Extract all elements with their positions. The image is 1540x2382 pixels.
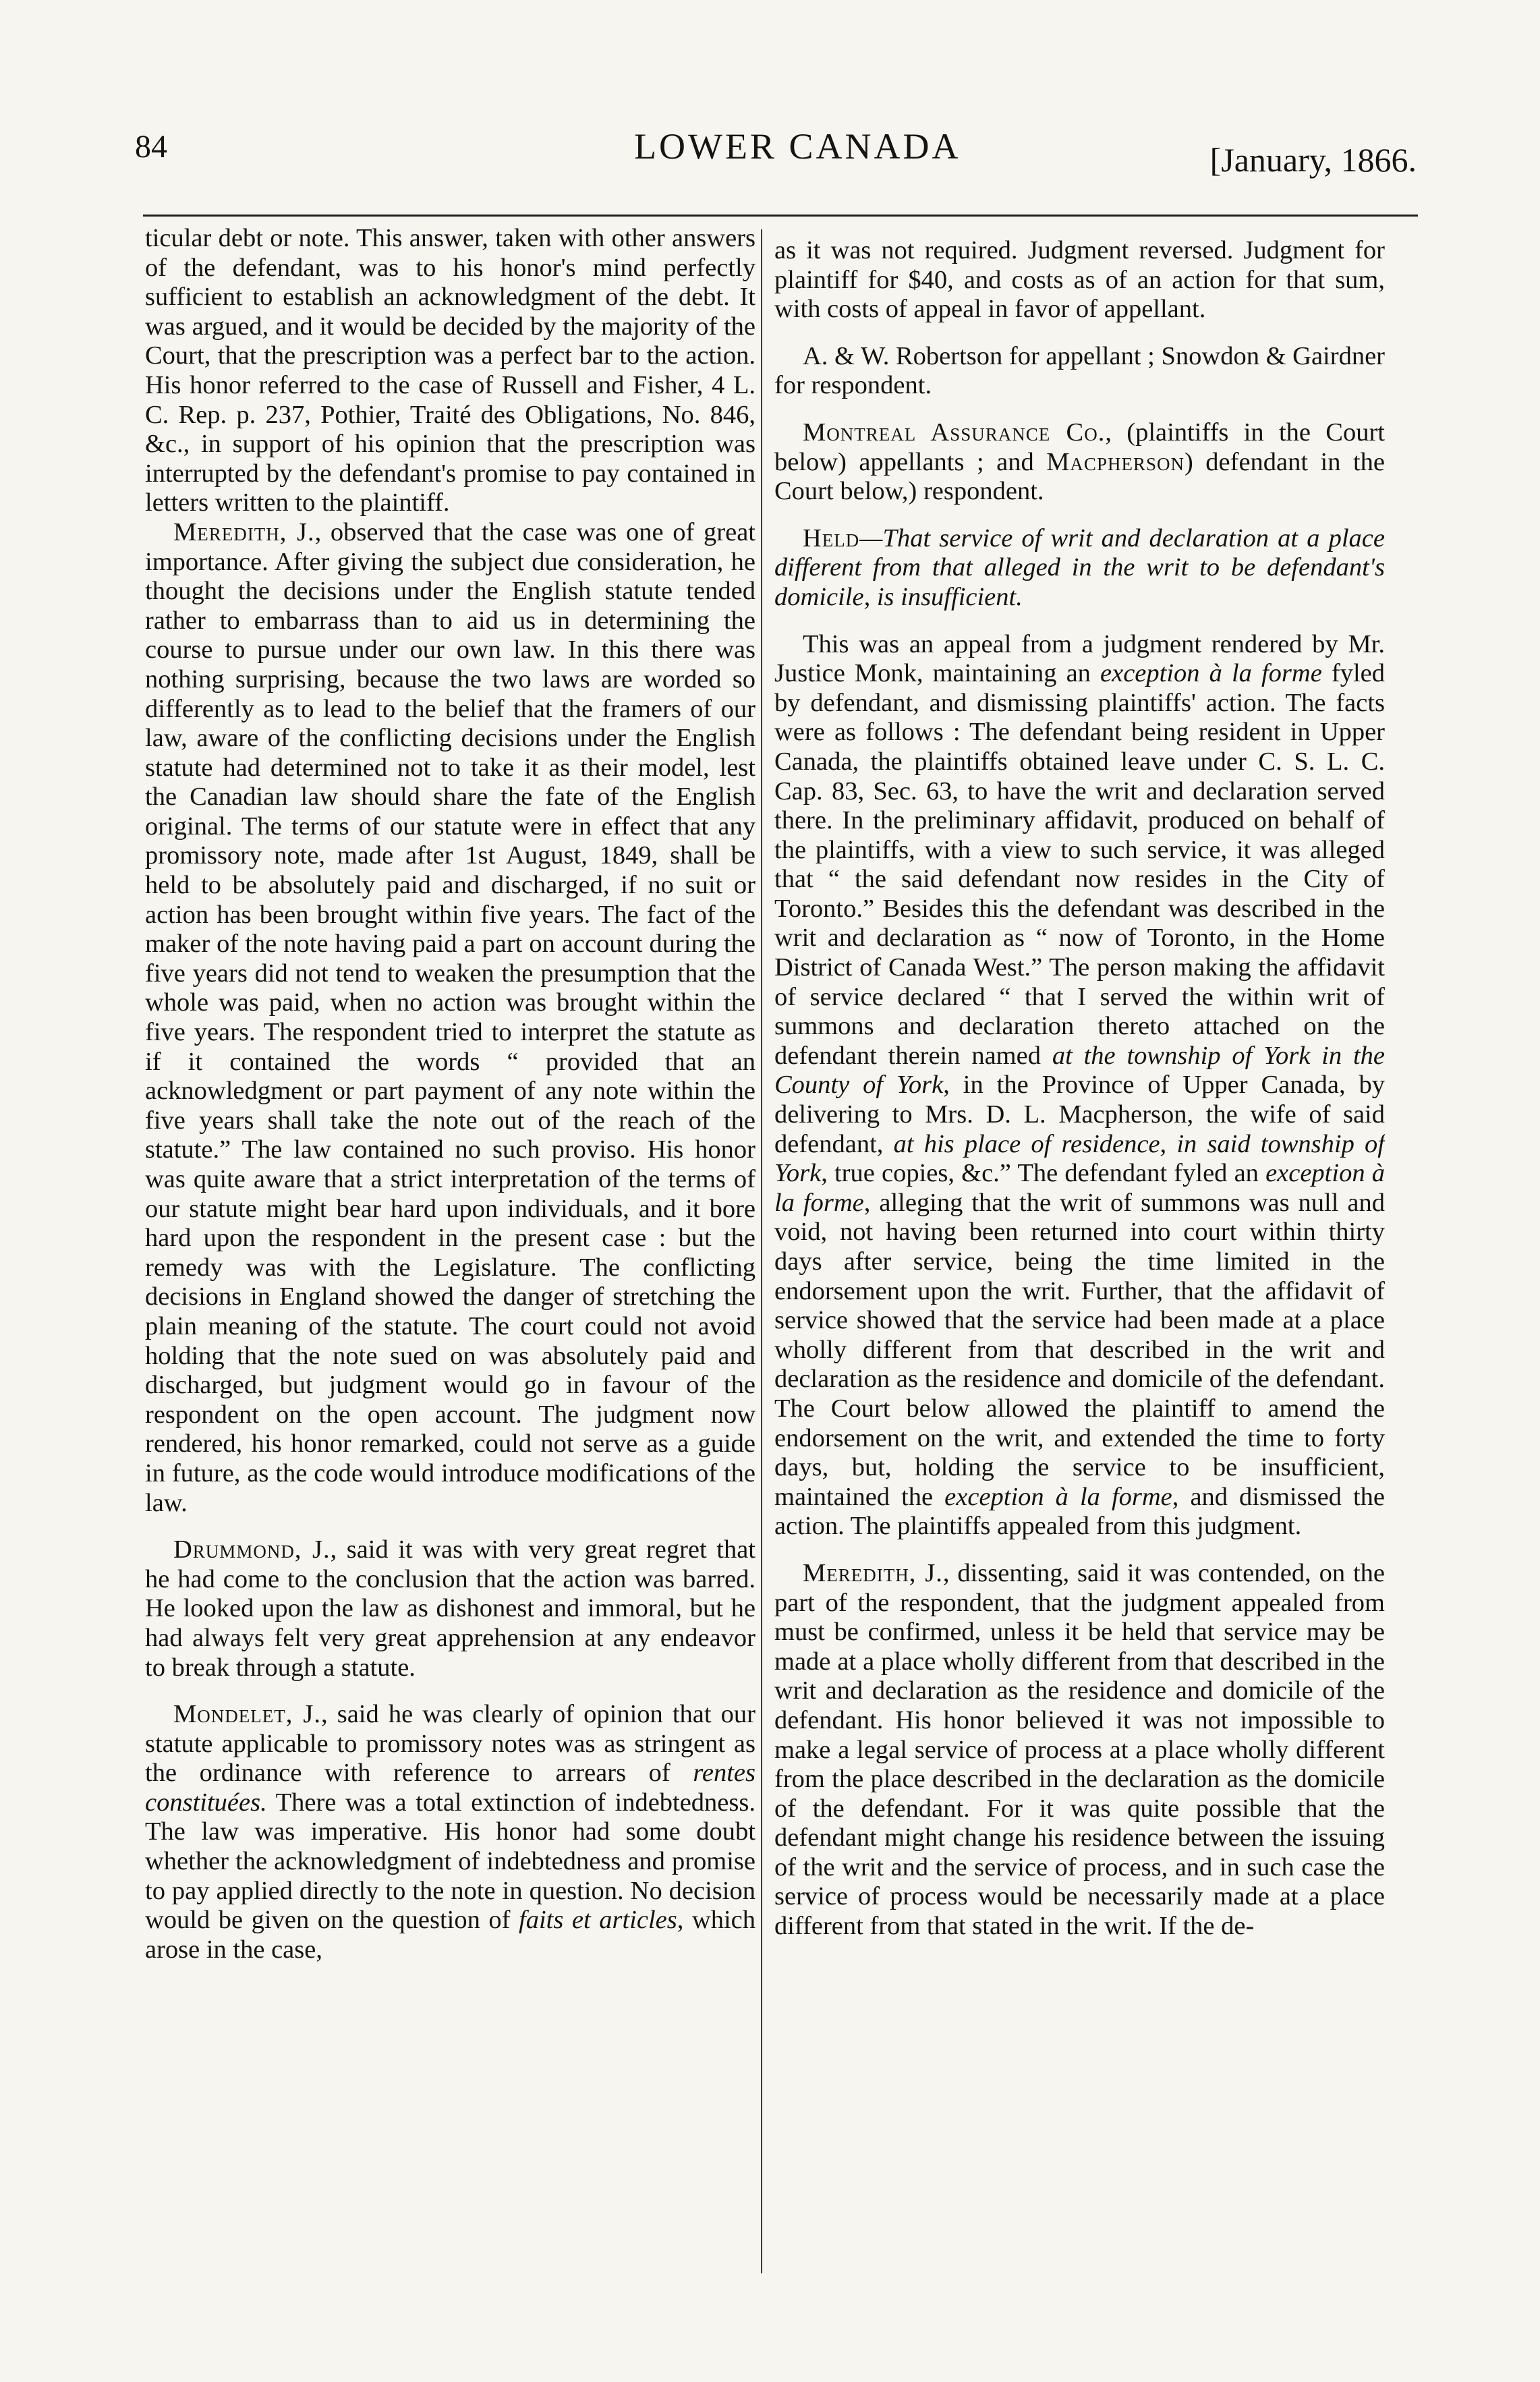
- paragraph-text: , and dismissed the action. The plaintiffs appealed from this judgment.: [774, 1482, 1385, 1541]
- italic-term: exception à la forme: [1100, 659, 1322, 688]
- judge-name: Mondelet, J.: [173, 1700, 322, 1729]
- paragraph: [774, 236, 1385, 324]
- paragraph-text: fyled by defendant, and dismissing plaintiffs' action. The facts were as follows : The defendant being resident in Upper Canada, the plaintiffs obtained leave under C. S. L. C. Cap. 83, Sec. 63, to have the writ and declaration served there. In the preliminary affidavit, produced on behalf of the plaintiffs, with a view to such service, it was alleged that “ the said defendant now resides in the City of Toronto.” Besides this the defendant was described in the writ and declaration as “ now of Toronto, in the Home District of Canada West.” The person making the affidavit of service declared “ that I served the within writ of summons and declaration thereto attached on the defendant therein named: [774, 659, 1385, 1070]
- paragraph-text: There was a total extinction of indebtedness. The law was imperative. His honor had some doubt whether the acknowledgment of indebtedness and promise to pay applied directly to the note in question. No decision would be given on the question of: [145, 1788, 755, 1935]
- paragraph-text: , true copies, &c.” The defendant fyled an: [821, 1159, 1266, 1188]
- paragraph-text: , said he was clearly of opinion that our statute applicable to promissory notes was as stringent as the ordinance with reference to arrears of: [145, 1700, 755, 1788]
- left-column: [145, 224, 755, 2248]
- paragraph-text: , (plaintiffs in the Court below) appellants ; and: [774, 418, 1385, 476]
- column-divider: [761, 229, 762, 2273]
- headnote: [774, 524, 1385, 613]
- paragraph: [774, 1559, 1385, 1941]
- paragraph-text: as it was not required. Judgment reversed. Judgment for plaintiff for $40, and costs as of an action for that sum, with costs of appeal in favor of appellant.: [774, 236, 1385, 324]
- paragraph: [145, 224, 755, 518]
- italic-term: faits et articles: [519, 1906, 677, 1935]
- paragraph-text: , dissenting, said it was contended, on the part of the respondent, that the judgment appealed from must be confirmed, unless it be held that service may be made at a place wholly different from that described in the writ and declaration as the residence and domicile of the defendant. His honor believed it was not impossible to make a legal service of process at a place wholly different from the place described in the declaration as the domicile of the defendant. For it was quite possible that the defendant might change his residence between the issuing of the writ and the service of process, and in such case the service of process would be necessarily made at a place different from that stated in the writ. If the de-: [774, 1558, 1385, 1941]
- page-number: 84: [135, 129, 167, 165]
- italic-term: rentes constituées.: [145, 1759, 755, 1817]
- italic-term: exception à la forme: [944, 1482, 1172, 1511]
- judge-name: Meredith, J.: [803, 1558, 943, 1587]
- party-name: Montreal Assurance Co.: [803, 418, 1106, 447]
- header-rule: [143, 215, 1418, 217]
- paragraph-text: ) defendant in the Court below,) respondent.: [774, 447, 1385, 506]
- paragraph: [145, 518, 755, 1518]
- counsel-line: A. & W. Robertson for appellant ; Snowdon & Gairdner for respondent.: [774, 341, 1385, 400]
- paragraph-text: This was an appeal from a judgment rendered by Mr. Justice Monk, maintaining an: [774, 629, 1385, 688]
- judge-name: Meredith, J.: [173, 517, 315, 546]
- paragraph: [145, 1535, 755, 1682]
- party-name: Macpherson: [1046, 447, 1185, 476]
- paragraph-text: , in the Province of Upper Canada, by delivering to Mrs. D. L. Macpherson, the wife of said defendant,: [774, 1071, 1385, 1158]
- italic-term: exception à la forme: [774, 1159, 1385, 1217]
- running-header: [135, 113, 1417, 179]
- paragraph-text: , observed that the case was one of great importance. After giving the subject due consideration, he thought the decisions under the English statute tended rather to embarrass than to aid us in determining the course to pursue under our own law. In this there was nothing surprising, because the two laws are worded so differently as to lead to the belief that the framers of our law, aware of the conflicting decisions under the English statute had determined not to take it as their model, lest the Canadian law should share the fate of the English original. The terms of our statute were in effect that any promissory note, made after 1st August, 1849, shall be held to be absolutely paid and discharged, if no suit or action has been brought within five years. The fact of the maker of the note having paid a part on account during the five years did not tend to weaken the presumption that the whole was paid, when no action was brought within the five years. The respondent tried to interpret the statute as if it contained the words “ provided that an acknowledgment or part payment of any note within the five years shall take the note out of the reach of the statute.” The law contained no such proviso. His honor was quite aware that a strict interpretation of the terms of our statute might bear hard upon individuals, and it bore hard upon the respondent in the present case : but the remedy was with the Legislature. The conflicting decisions in England showed the danger of stretching the plain meaning of the statute. The court could not avoid holding that the note sued on was absolutely paid and discharged, but judgment would go in favour of the respondent on the open account. The judgment now rendered, his honor remarked, could not serve as a guide in future, as the code would introduce modifications of the law.: [145, 517, 755, 1517]
- case-title: [774, 418, 1385, 507]
- paragraph: [774, 342, 1385, 401]
- judge-name: Drummond, J.: [173, 1535, 331, 1564]
- paragraph-text: , alleging that the writ of summons was null and void, not having been returned into court within thirty days after service, being the time limited in the endorsement upon the writ. Further, that the affidavit of service showed that the service had been made at a place wholly different from that described in the writ and declaration as the residence and domicile of the defendant. The Court below allowed the plaintiff to amend the endorsement on the writ, and extended the time to forty days, but, holding the service to be insufficient, maintained the: [774, 1188, 1385, 1511]
- paragraph-text: , which arose in the case,: [145, 1906, 755, 1964]
- header-date: [January, 1866.: [1209, 141, 1417, 179]
- paragraph-text: ticular debt or note. This answer, taken with other answers of the defendant, was to his honor's mind perfectly sufficient to establish an acknowledgment of the debt. It was argued, and it would be decided by the majority of the Court, that the prescription was a perfect bar to the action. His honor referred to the case of Russell and Fisher, 4 L. C. Rep. p. 237, Pothier, Traité des Obligations, No. 846, &c., in support of his opinion that the prescription was interrupted by the defendant's promise to pay contained in letters written to the plaintiff.: [145, 224, 755, 517]
- held-label: Held: [803, 523, 860, 552]
- paragraph: [774, 630, 1385, 1541]
- italic-term: at his place of residence, in said township of York: [774, 1129, 1385, 1188]
- running-title: LOWER CANADA: [634, 126, 961, 167]
- headnote-text: —That service of writ and declaration at a place different from that alleged in the writ to be defendant's domicile, is insufficient.: [774, 523, 1385, 611]
- italic-term: at the township of York in the County of York: [774, 1041, 1385, 1100]
- paragraph: [145, 1700, 755, 1964]
- right-column: [774, 236, 1385, 2260]
- paragraph-text: , said it was with very great regret that he had come to the conclusion that the action was barred. He looked upon the law as dishonest and immoral, but he had always felt very great apprehension at any endeavor to break through a statute.: [145, 1535, 755, 1682]
